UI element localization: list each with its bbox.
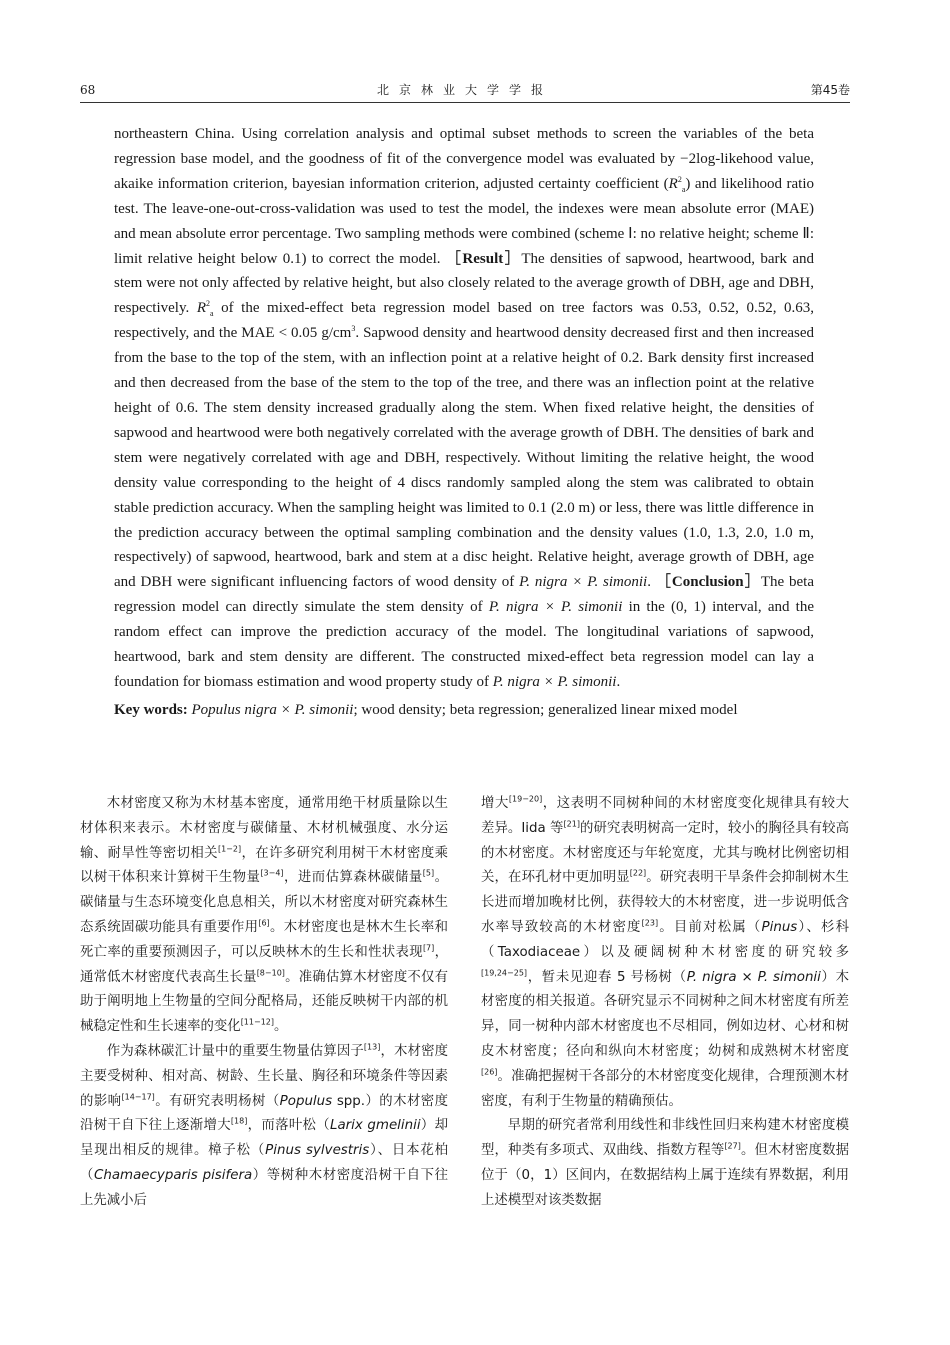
keywords-label: Key words: (114, 701, 188, 718)
conclusion-label: ［Conclusion］ (655, 574, 761, 591)
volume-label: 第45卷 (810, 83, 850, 97)
keywords-line: Key words: Populus nigra × P. simonii; wood density; beta regression; generalized linear mixed model (114, 701, 738, 718)
r-symbol: R (668, 175, 678, 192)
intro-paragraph-3: 早期的研究者常利用线性和非线性回归来构建木材密度模型，种类有多项式、双曲线、指数方程等[27]。但木材密度数据位于（0，1）区间内，在数据结构上属于连续有界数据，利用上述模型对该类数据 (481, 1118, 850, 1208)
journal-title: 北京林业大学学报 (376, 83, 553, 97)
english-abstract: northeastern China. Using correlation analysis and optimal subset methods to screen the variables of the beta regression base model, and the goodness of fit of the convergence model was evaluated by −2log-likehood value, akaike information criterion, bayesian information criterion, adjusted certainty coefficient $(R^2_a)$ and likelihood ratio test. The leave-one-out-cross-validation was used to test the model, the indexes were mean absolute error (MAE) and mean absolute error percentage. Two sampling methods were combined (scheme Ⅰ: no relative height; scheme Ⅱ: limit relative height below 0.1) to correct the model. ［Result］The densities of sapwood, heartwood, bark and stem were not only affected by relative height, but also closely related to the average growth of DBH, age and DBH, respectively. $R^2_a$ of the mixed-effect beta regression model based on tree factors was 0.53, 0.52, 0.52, 0.63, respectively, and the MAE < 0.05 $g/cm^3$. Sapwood density and heartwood density decreased first and then increased from the base to the top of the stem, with an inflection point at a relative height of 0.2. Bark density first increased and then decreased from the base of the stem to the top of the tree, and there was an inflection point at the relative height of 0.6. The stem density increased gradually along the stem. When fixed relative height, the densities of sapwood and heartwood were both negatively correlated with the average growth of DBH. The densities of bark and stem were negatively correlated with age and DBH, respectively. Without limiting the relative height, the wood density value corresponding to the height of 4 discs randomly sampled along the stem was calibrated to obtain stable prediction accuracy. When the sampling height was limited to 0.1 (2.0 m) or less, there was little difference in the prediction accuracy between the optimal sampling combination and the density values (1.0, 1.3, 2.0, 1.0 m, respectively) of sapwood, heartwood, bark and stem at a disc height. Relative height, average growth of DBH, age and DBH were significant influencing factors of wood density of P. nigra × P. simonii. ［Conclusion］The beta regression model can directly simulate the stem density of P. nigra × P. simonii in the (0, 1) interval, and the random effect can improve the prediction accuracy of the model. The longitudinal variations of sapwood, heartwood, bark and stem density are different. The constructed mixed-effect beta regression model can lay a foundation for biomass estimation and wood property study of P. nigra × P. simonii. Key words: Populus nigra × P. simonii; wood density; beta regression; generalized linear mixed model (114, 122, 814, 723)
intro-paragraph-1: 木材密度又称为木材基本密度，通常用绝干材质量除以生材体积来表示。木材密度与碳储量、木材机械强度、水分运输、耐旱性等密切相关[1−2]，在许多研究利用树干木材密度乘以树干体积来计算树干生物量[3−4]，进而估算森林碳储量[5]。碳储量与生态环境变化息息相关，所以木材密度对研究森林生态系统固碳功能具有重要作用[6]。木材密度也是林木生长率和死亡率的重要预测因子，可以反映林木的生长和性状表现[7]，通常低木材密度代表高生长量[8−10]。准确估算木材密度不仅有助于阐明地上生物量的空间分配格局，还能反映树干内部的机械稳定性和生长速率的变化[11−12]。 (80, 796, 449, 1035)
intro-paragraph-2-continued: 增大[19−20]，这表明不同树种间的木材密度变化规律具有较大差异。Iida 等[21]的研究表明树高一定时，较小的胸径具有较高的木材密度。木材密度还与年轮宽度，尤其与晚材比例密切相关，在环孔材中更加明显[22]。研究表明干旱条件会抑制树木生长进而增加晚材比例，获得较大的木材密度，进一步说明低含水率导致较高的木材密度[23]。目前对松属（Pinus）、杉科（Taxodiaceae）以及硬阔树种木材密度的研究较多[19,24−25]，暂未见迎春 5 号杨树（P. nigra × P. simonii）木材密度的相关报道。各研究显示不同树种之间木材密度有所差异，同一树种内部木材密度也不尽相同，例如边材、心材和树皮木材密度；径向和纵向木材密度；幼树和成熟树木材密度[26]。准确把握树干各部分的木材密度变化规律，合理预测木材密度，有利于生物量的精确预估。 (481, 794, 850, 1109)
intro-paragraph-2: 作为森林碳汇计量中的重要生物量估算因子[13]，木材密度主要受树种、相对高、树龄、生长量、胸径和环境条件等因素的影响[14−17]。有研究表明杨树（Populus spp.）的木材密度沿树干自下往上逐渐增大[18]，而落叶松（Larix gmelinii）却呈现出相反的规律。樟子松（Pinus sylvestris）、日本花柏（Chamaecyparis pisifera）等树种木材密度沿树干自下往上先减小后 (80, 1042, 449, 1208)
page-header (80, 78, 850, 103)
result-label: ［Result］ (445, 250, 522, 267)
right-column (481, 792, 849, 1214)
page-number: 68 (80, 83, 96, 97)
left-column (80, 792, 448, 1214)
species-name: P. nigra × P. simonii (519, 574, 648, 591)
